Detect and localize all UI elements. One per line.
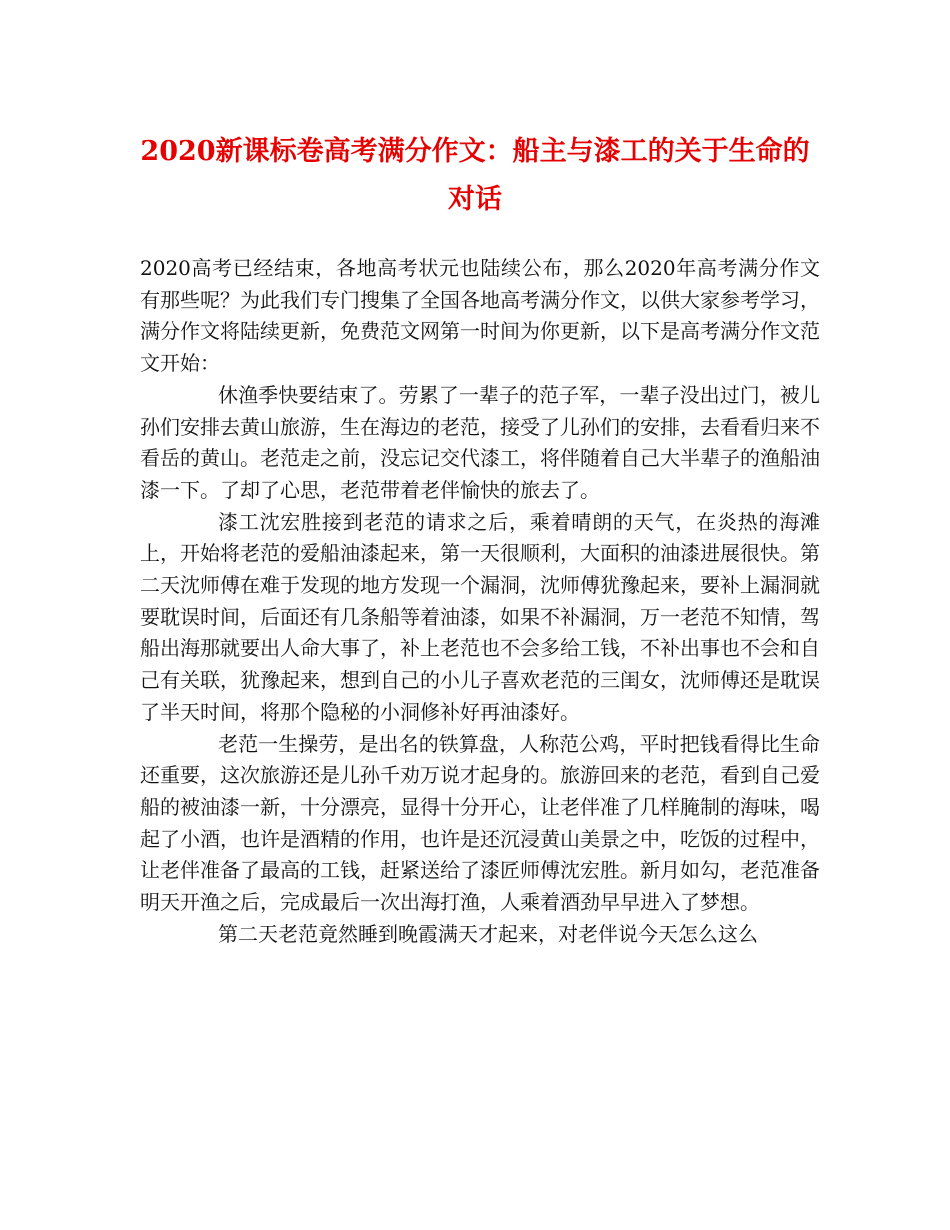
body-paragraph-1: 休渔季快要结束了。劳累了一辈子的范子军，一辈子没出过门，被儿孙们安排去黄山旅游，生在海边的老范，接受了儿孙们的安排，去看看归来不看岳的黄山。老范走之前，没忘记交代漆工，将伴随着自己大半辈子的渔船油漆一下。了却了心思，老范带着老伴愉快的旅去了。 (140, 382, 820, 502)
body-paragraph-2: 漆工沈宏胜接到老范的请求之后，乘着晴朗的天气，在炎热的海滩上，开始将老范的爱船油漆起来，第一天很顺利，大面积的油漆进展很快。第二天沈师傅在难于发现的地方发现一个漏洞，沈师傅犹豫起来，要补上漏洞就要耽误时间，后面还有几条船等着油漆，如果不补漏洞，万一老范不知情，驾船出海那就要出人命大事了，补上老范也不会多给工钱，不补出事也不会和自己有关联，犹豫起来，想到自己的小儿子喜欢老范的三闺女，沈师傅还是耽误了半天时间，将那个隐秘的小洞修补好再油漆好。 (140, 509, 820, 724)
document-title: 2020新课标卷高考满分作文：船主与漆工的关于生命的对话 (140, 136, 810, 215)
body-paragraph-3: 老范一生操劳，是出名的铁算盘，人称范公鸡，平时把钱看得比生命还重要，这次旅游还是儿孙千劝万说才起身的。旅游回来的老范，看到自己爱船的被油漆一新，十分漂亮，显得十分开心，让老伴准了几样腌制的海味，喝起了小酒，也许是酒精的作用，也许是还沉浸黄山美景之中，吃饭的过程中，让老伴准备了最高的工钱，赶紧送给了漆匠师傅沈宏胜。新月如勾，老范准备明天开渔之后，完成最后一次出海打渔，人乘着酒劲早早进入了梦想。 (140, 731, 820, 915)
body-paragraph-4: 第二天老范竟然睡到晚霞满天才起来，对老伴说今天怎么这么 (218, 921, 758, 946)
document-body (140, 253, 820, 950)
intro-paragraph: 2020高考已经结束，各地高考状元也陆续公布，那么2020年高考满分作文有那些呢？为此我们专门搜集了全国各地高考满分作文，以供大家参考学习，满分作文将陆续更新，免费范文网第一时间为你更新，以下是高考满分作文范文开始： (140, 256, 820, 376)
